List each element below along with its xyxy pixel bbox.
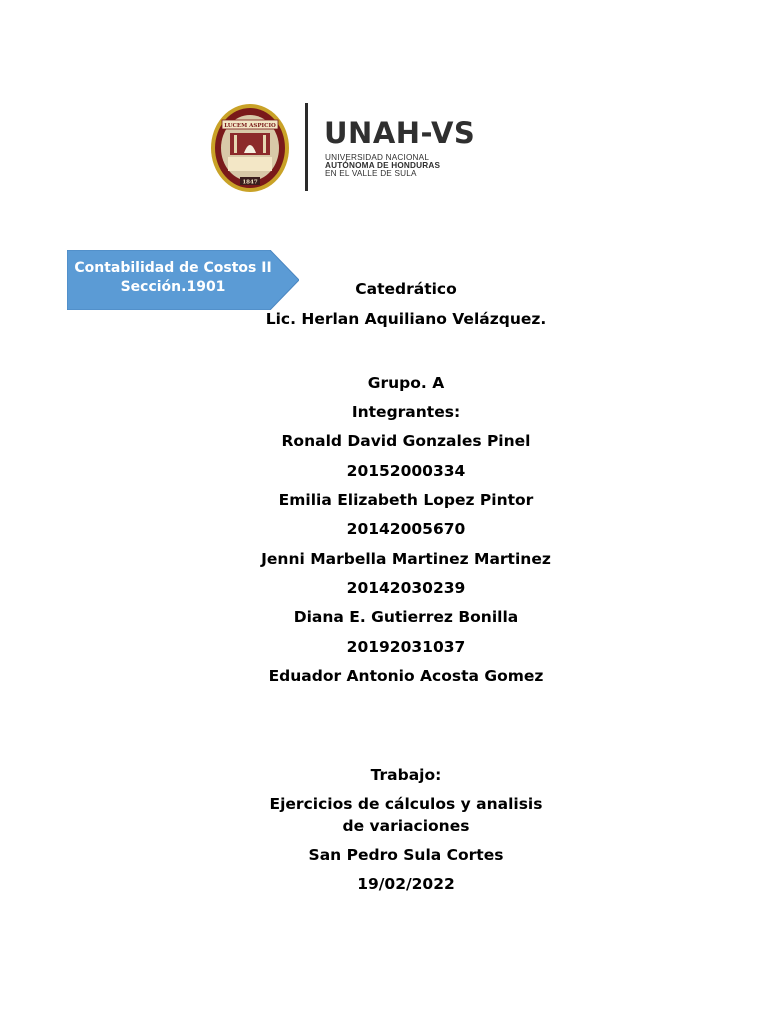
logo-subtitle-line2: AUTÓNOMA DE HONDURAS [325, 161, 441, 170]
svg-text:LUCEM ASPICIO: LUCEM ASPICIO [224, 123, 276, 129]
logo-subtitle-line3: EN EL VALLE DE SULA [325, 169, 417, 178]
trabajo-title-line2: de variaciones [342, 817, 470, 835]
member-line: 20192031037 [346, 638, 466, 656]
logo-title: UNAH-VS [324, 116, 476, 150]
catedratico-label: Catedrático [355, 280, 457, 298]
member-line: Jenni Marbella Martinez Martinez [261, 550, 551, 568]
catedratico-name: Lic. Herlan Aquiliano Velázquez. [265, 310, 547, 328]
member-line: Emilia Elizabeth Lopez Pintor [278, 491, 534, 509]
group-label: Grupo. A [367, 374, 445, 392]
member-line: Diana E. Gutierrez Bonilla [293, 608, 519, 626]
trabajo-label: Trabajo: [370, 766, 442, 784]
university-seal-logo [210, 103, 290, 193]
course-name: Contabilidad de Costos II [74, 260, 272, 276]
location: San Pedro Sula Cortes [308, 846, 504, 864]
member-line: Ronald David Gonzales Pinel [281, 432, 531, 450]
member-line: 20142005670 [346, 520, 466, 538]
logo-subtitle-line1: UNIVERSIDAD NACIONAL [325, 153, 430, 162]
logo-divider [305, 103, 308, 191]
trabajo-title-line1: Ejercicios de cálculos y analisis [269, 795, 543, 813]
course-section: Sección.1901 [120, 279, 226, 295]
member-line: 20152000334 [346, 462, 466, 480]
member-line: 20142030239 [346, 579, 466, 597]
integrantes-label: Integrantes: [351, 403, 461, 421]
date: 19/02/2022 [357, 875, 455, 893]
svg-text:1847: 1847 [242, 179, 258, 186]
member-line: Eduador Antonio Acosta Gomez [268, 667, 544, 685]
